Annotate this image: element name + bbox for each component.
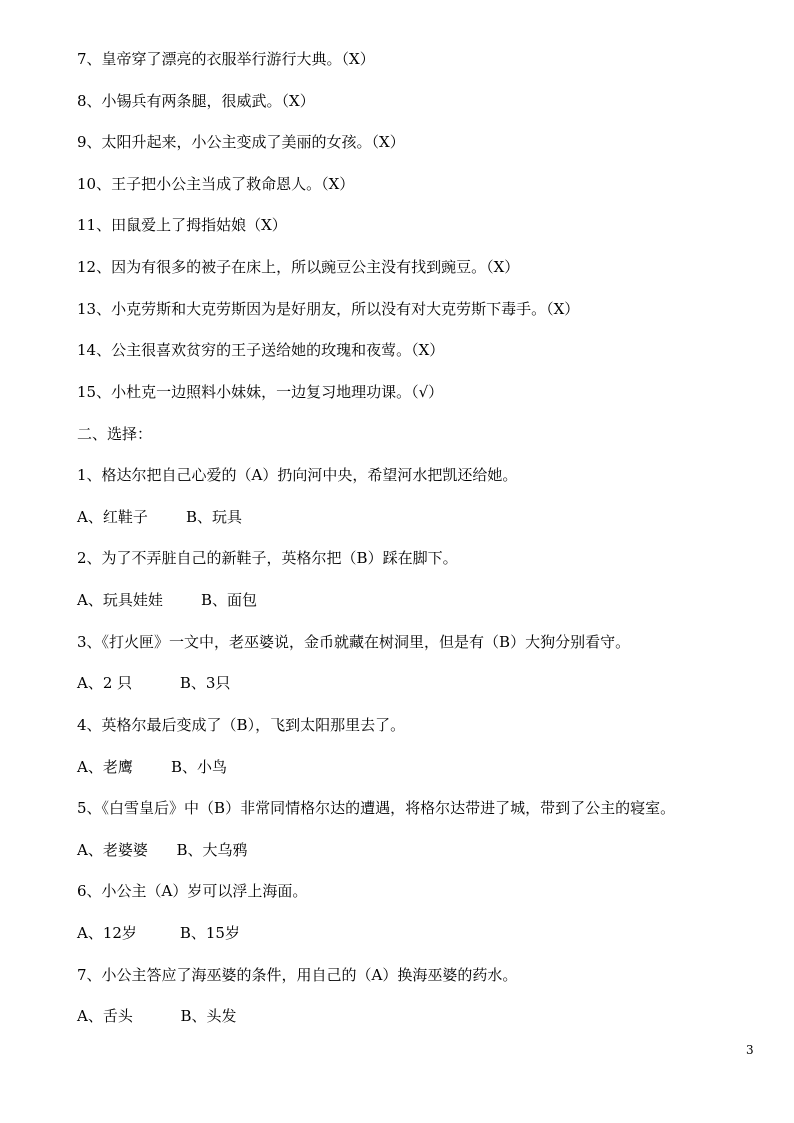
answer-options: A、12岁 B、15岁: [77, 924, 240, 942]
question-text: 2、为了不弄脏自己的新鞋子，英格尔把（B）踩在脚下。: [77, 549, 458, 567]
answer-options: A、老鹰 B、小鸟: [77, 758, 228, 776]
text-line: 10、王子把小公主当成了救命恩人。（X）: [77, 175, 355, 193]
text-line: 13、小克劳斯和大克劳斯因为是好朋友，所以没有对大克劳斯下毒手。（X）: [77, 300, 580, 318]
text-line: 15、小杜克一边照料小妹妹，一边复习地理功课。（√）: [77, 383, 444, 401]
text-line: 12、因为有很多的被子在床上，所以豌豆公主没有找到豌豆。（X）: [77, 258, 520, 276]
question-text: 4、英格尔最后变成了（B），飞到太阳那里去了。: [77, 716, 406, 734]
answer-options: A、2 只 B、3只: [77, 674, 231, 692]
text-line: 14、公主很喜欢贫穷的王子送给她的玫瑰和夜莺。（X）: [77, 341, 445, 359]
question-text: 1、格达尔把自己心爱的（A）扔向河中央，希望河水把凯还给她。: [77, 466, 518, 484]
text-line: 11、田鼠爱上了拇指姑娘（X）: [77, 216, 287, 234]
question-text: 5、《白雪皇后》中（B）非常同情格尔达的遭遇，将格尔达带进了城，带到了公主的寝室。: [77, 799, 676, 817]
answer-options: A、舌头 B、头发: [77, 1007, 237, 1025]
question-text: 6、小公主（A）岁可以浮上海面。: [77, 882, 308, 900]
answer-options: A、玩具娃娃 B、面包: [77, 591, 258, 609]
page-number: 3: [746, 1043, 754, 1057]
question-text: 3、《打火匣》一文中，老巫婆说，金币就藏在树洞里，但是有（B）大狗分别看守。: [77, 633, 631, 651]
section-heading: 二、选择：: [77, 425, 153, 443]
text-line: 7、皇帝穿了漂亮的衣服举行游行大典。（X）: [77, 50, 375, 68]
question-text: 7、小公主答应了海巫婆的条件，用自己的（A）换海巫婆的药水。: [77, 966, 518, 984]
answer-options: A、红鞋子 B、玩具: [77, 508, 243, 526]
text-line: 8、小锡兵有两条腿，很威武。（X）: [77, 92, 315, 110]
text-line: 9、太阳升起来，小公主变成了美丽的女孩。（X）: [77, 133, 405, 151]
answer-options: A、老婆婆 B、大乌鸦: [77, 841, 248, 859]
